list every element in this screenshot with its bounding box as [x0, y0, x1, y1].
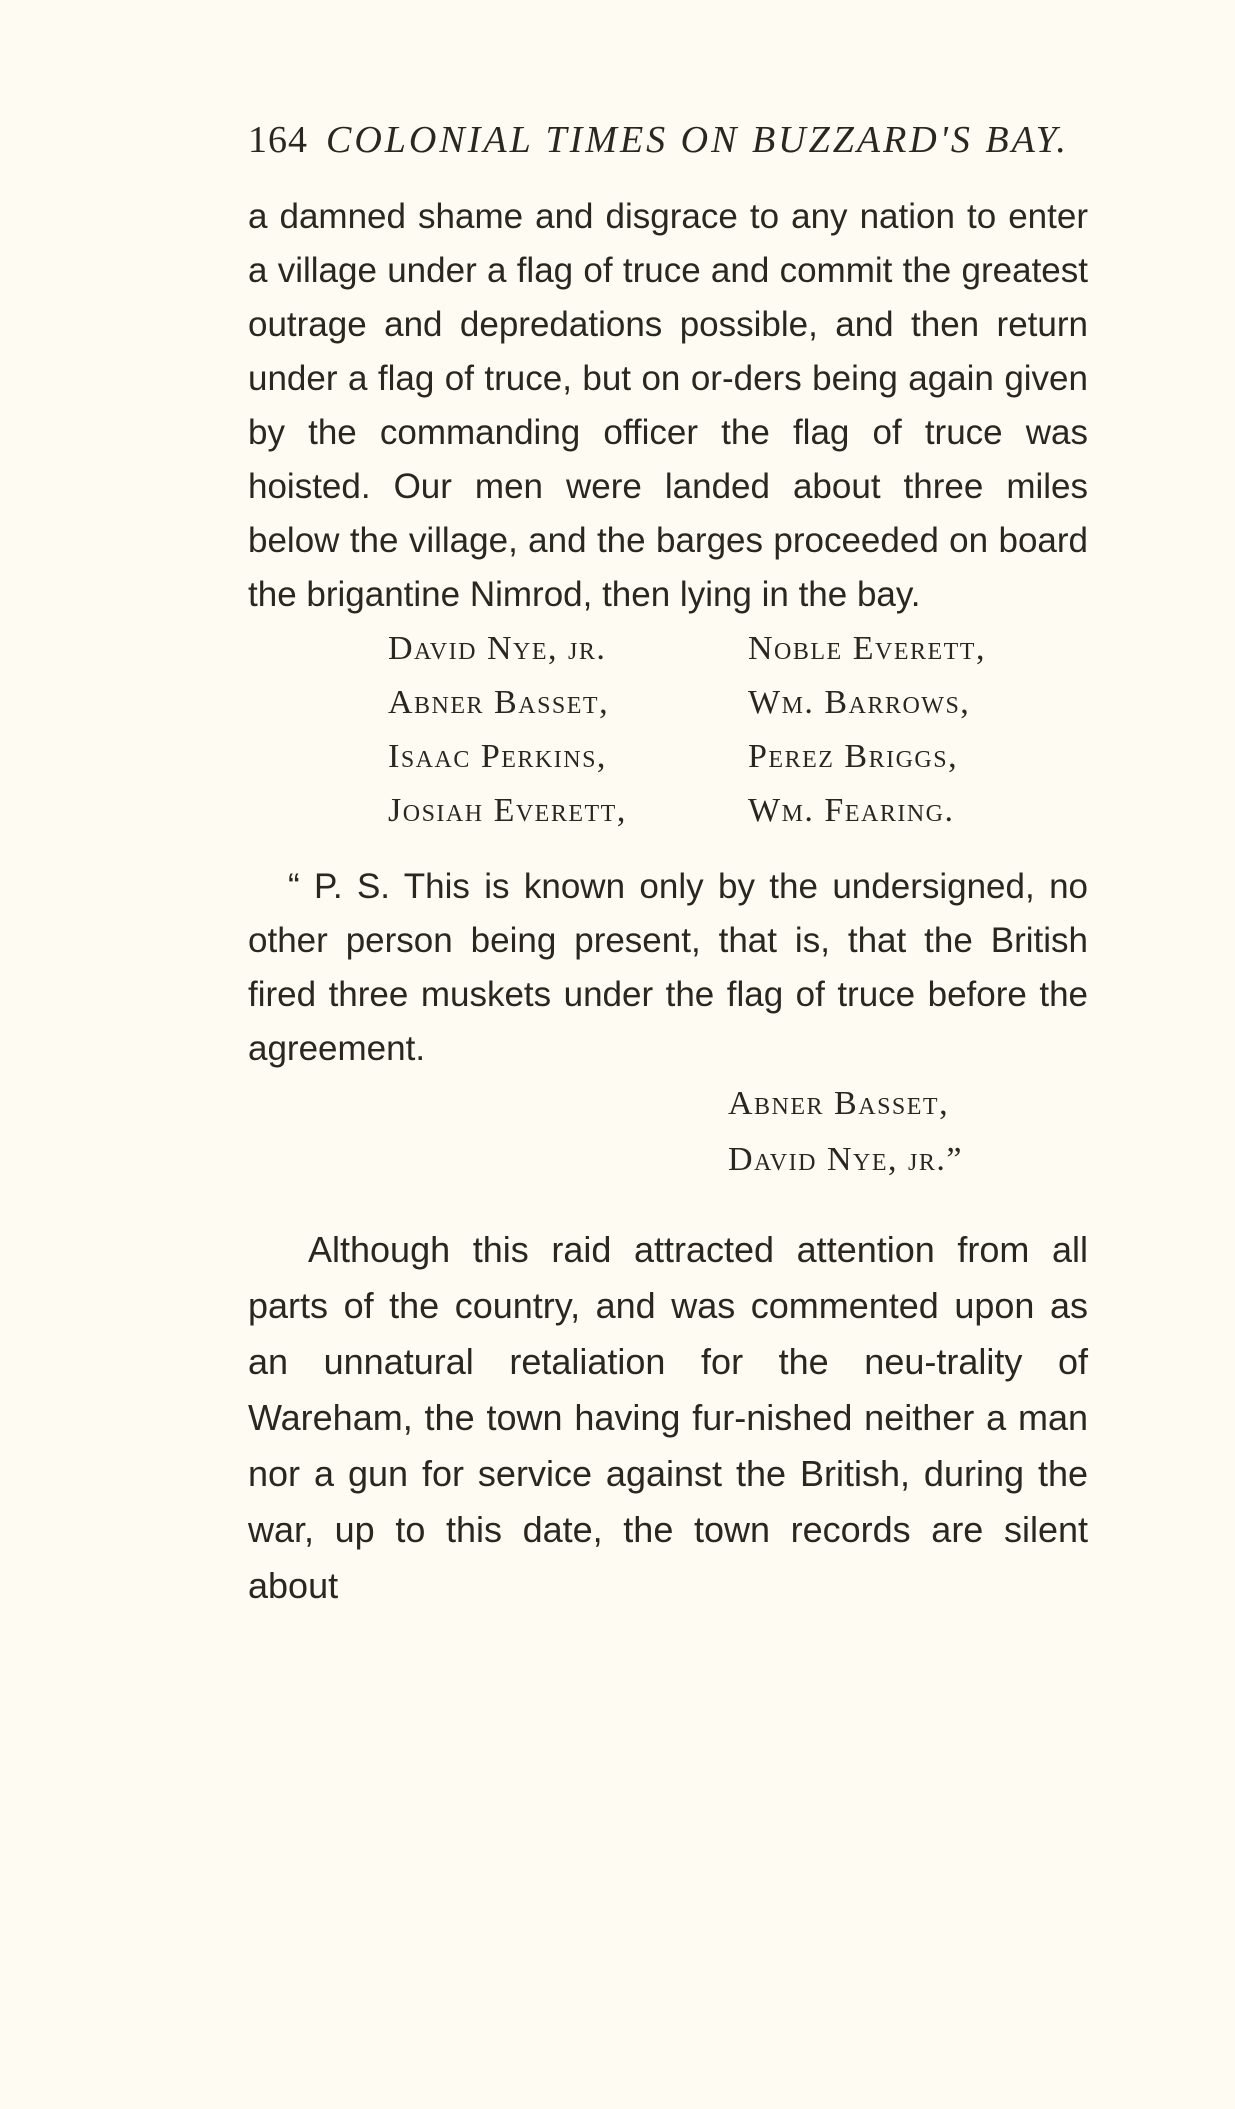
- running-title: COLONIAL TIMES ON BUZZARD'S BAY.: [326, 119, 1069, 161]
- signature-name: Josiah Everett,: [388, 792, 627, 829]
- signature-name: David Nye, jr.: [388, 630, 607, 667]
- signature-list: [388, 622, 1088, 838]
- signature-name: Noble Everett,: [748, 630, 986, 667]
- signature-name: Wm. Fearing.: [748, 792, 955, 829]
- body-paragraph-1: a damned shame and disgrace to any nation to enter a village under a flag of truce and commit the greatest outrage and depredations possible, and then return under a flag of truce, but on or-ders being again given by the commanding officer the flag of truce was hoisted. Our men were landed about three miles below the village, and the barges proceeded on board the brigantine Nimrod, then lying in the bay.: [248, 197, 1088, 614]
- signature-name: Isaac Perkins,: [388, 738, 607, 775]
- postscript-signature: David Nye, jr.”: [728, 1141, 963, 1178]
- postscript-text: “ P. S. This is known only by the undersigned, no other person being present, that is, that the British fired three muskets under the flag of truce before the agreement.: [248, 867, 1088, 1068]
- postscript-signature: Abner Basset,: [728, 1085, 950, 1122]
- signature-name: Abner Basset,: [388, 684, 610, 721]
- page-number: 164: [248, 119, 308, 161]
- page-header: [248, 118, 1088, 162]
- page-content: [248, 118, 1088, 1614]
- signature-name: Perez Briggs,: [748, 738, 959, 775]
- signature-name: Wm. Barrows,: [748, 684, 971, 721]
- body-paragraph-2: Although this raid attracted attention from all parts of the country, and was commented upon as an unnatural retaliation for the neu-trality of Wareham, the town having fur-nished neither a man nor a gun for service against the British, during the war, up to this date, the town records are silent about: [248, 1229, 1088, 1606]
- postscript-block: [248, 860, 1088, 1188]
